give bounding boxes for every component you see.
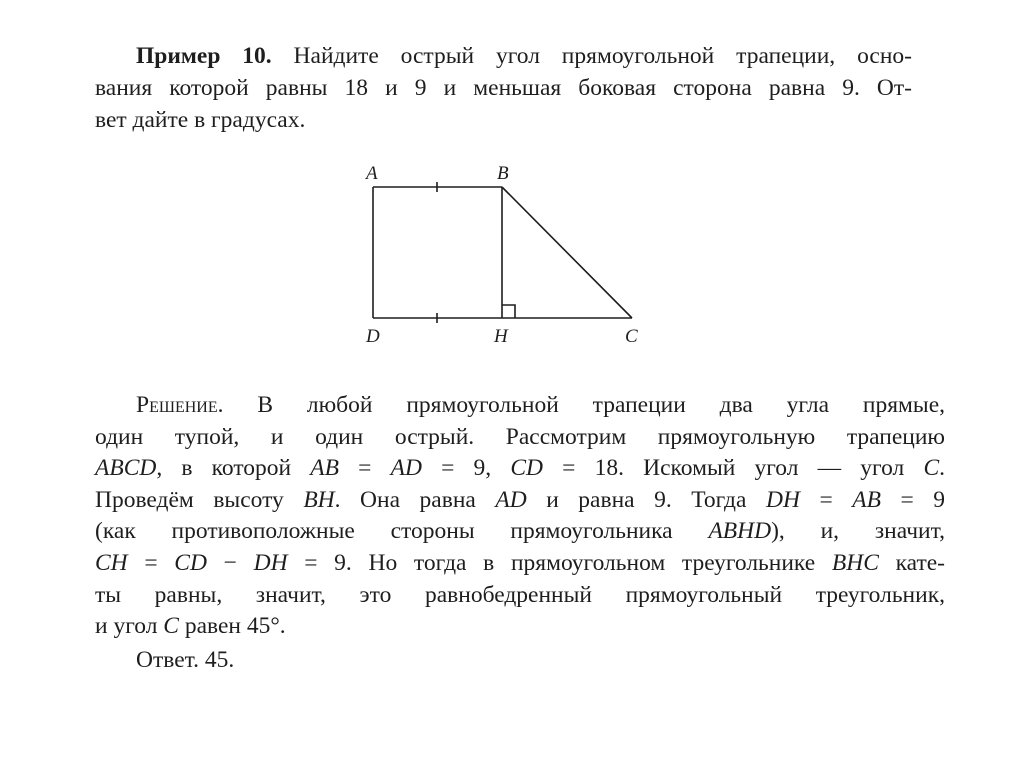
label-B: B (497, 163, 509, 184)
solution-text (95, 390, 945, 643)
label-A: A (366, 163, 378, 184)
solution-line: Решение. В любой прямоугольной трапеции два угла прямые, (136, 392, 945, 418)
solution-line: и угол C равен 45°. (95, 613, 286, 640)
label-C: C (625, 326, 638, 347)
problem-line: вания которой равны 18 и 9 и меньшая боковая сторона равна 9. От- (95, 75, 912, 101)
label-D: D (366, 326, 380, 347)
answer: Ответ. 45. (136, 647, 235, 673)
problem-line: вет дайте в градусах. (95, 107, 306, 133)
problem-line: Пример 10. Найдите острый угол прямоугольной трапеции, осно- (136, 43, 912, 69)
solution-line: (как противоположные стороны прямоугольника ABHD), и, значит, (95, 518, 945, 545)
solution-line: ты равны, значит, это равнобедренный прямоугольный треугольник, (95, 581, 945, 608)
right-angle-mark (502, 305, 515, 318)
solution-line: Проведём высоту BH. Она равна AD и равна 9. Тогда DH = AB = 9 (95, 486, 945, 513)
side-BC (502, 187, 632, 318)
solution-line: CH = CD − DH = 9. Но тогда в прямоугольном треугольнике BHC кате- (95, 549, 945, 576)
solution-line: ABCD, в которой AB = AD = 9, CD = 18. Искомый угол — угол C. (95, 455, 946, 482)
solution-line: один тупой, и один острый. Рассмотрим прямоугольную трапецию (95, 423, 945, 450)
label-H: H (494, 326, 508, 347)
